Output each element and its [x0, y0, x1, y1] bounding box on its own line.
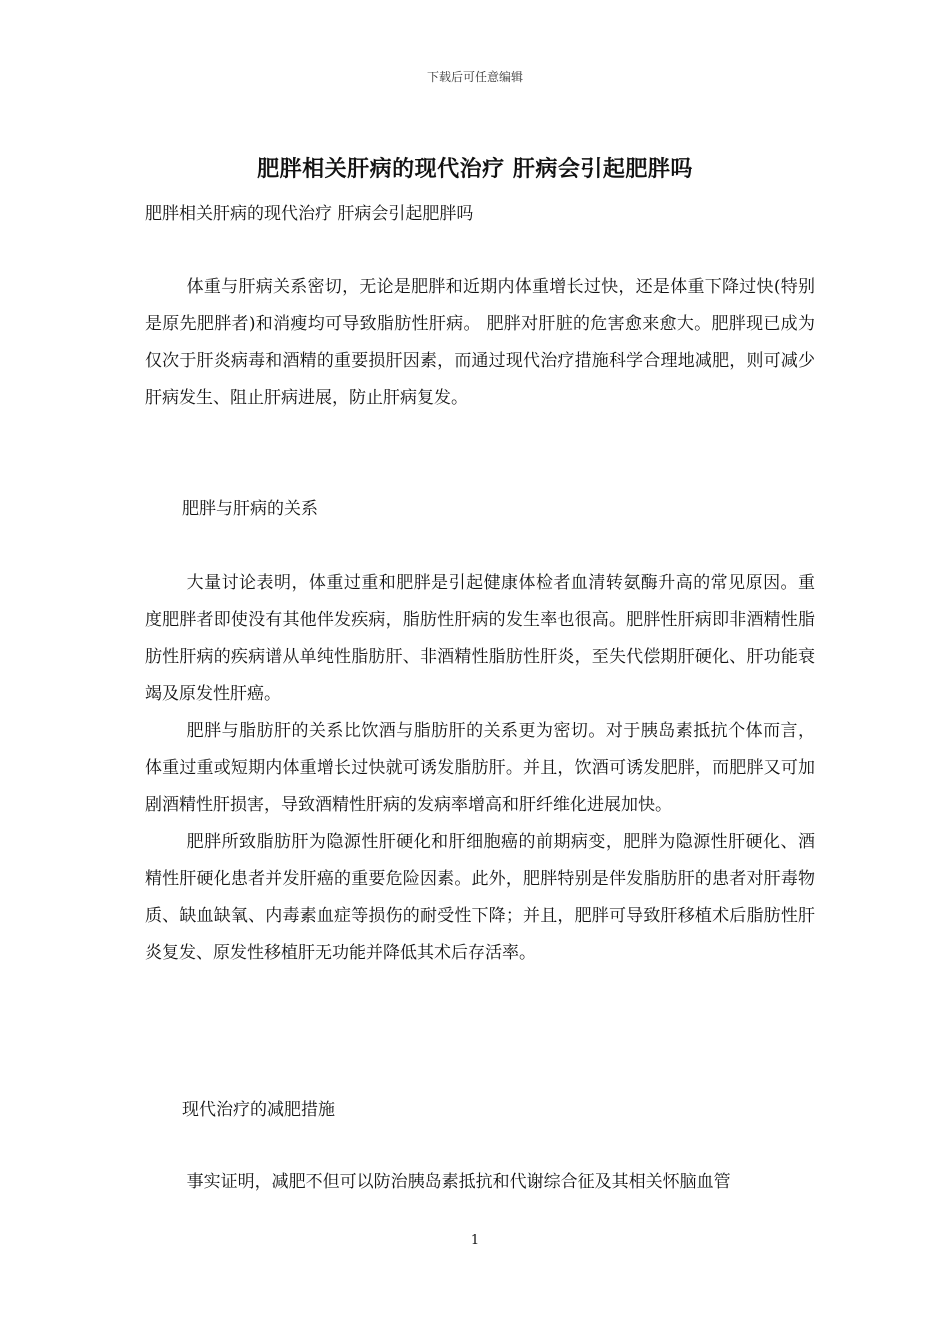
document-subtitle: 肥胖相关肝病的现代治疗 肝病会引起肥胖吗	[145, 204, 474, 224]
paragraph-intro	[145, 269, 815, 417]
section-body-relationship	[145, 565, 815, 972]
paragraph-3: 肥胖与脂肪肝的关系比饮酒与脂肪肝的关系更为密切。对于胰岛素抵抗个体而言，体重过重或短期内体重增长过快就可诱发脂肪肝。并且，饮酒可诱发肥胖，而肥胖又可加剧酒精性肝损害，导致酒精性肝病的发病率增高和肝纤维化进展加快。	[145, 721, 815, 815]
paragraph-5: 事实证明，减肥不但可以防治胰岛素抵抗和代谢综合征及其相关怀脑血管	[186, 1172, 731, 1192]
page-number: 1	[470, 1233, 480, 1248]
paragraph-4: 肥胖所致脂肪肝为隐源性肝硬化和肝细胞癌的前期病变，肥胖为隐源性肝硬化、酒精性肝硬化患者并发肝癌的重要危险因素。此外，肥胖特别是伴发脂肪肝的患者对肝毒物质、缺血缺氧、内毒素血症等损伤的耐受性下降；并且，肥胖可导致肝移植术后脂肪性肝炎复发、原发性移植肝无功能并降低其术后存活率。	[145, 832, 815, 963]
section-heading-treatment: 现代治疗的减肥措施	[182, 1100, 335, 1120]
document-title: 肥胖相关肝病的现代治疗 肝病会引起肥胖吗	[257, 157, 693, 182]
paragraph-2: 大量讨论表明，体重过重和肥胖是引起健康体检者血清转氨酶升高的常见原因。重度肥胖者即使没有其他伴发疾病，脂肪性肝病的发生率也很高。肥胖性肝病即非酒精性脂肪性肝病的疾病谱从单纯性脂肪肝、非酒精性脂肪性肝炎，至失代偿期肝硬化、肝功能衰竭及原发性肝癌。	[145, 573, 815, 704]
page-header: 下载后可任意编辑	[426, 70, 523, 84]
paragraph-1: 体重与肝病关系密切，无论是肥胖和近期内体重增长过快，还是体重下降过快(特别是原先肥胖者)和消瘦均可导致脂肪性肝病。 肥胖对肝脏的危害愈来愈大。肥胖现已成为仅次于肝炎病毒和酒精的重要损肝因素，而通过现代治疗措施科学合理地减肥，则可减少肝病发生、阻止肝病进展，防止肝病复发。	[145, 277, 815, 408]
section-body-treatment	[145, 1164, 815, 1201]
section-heading-relationship: 肥胖与肝病的关系	[182, 499, 318, 519]
